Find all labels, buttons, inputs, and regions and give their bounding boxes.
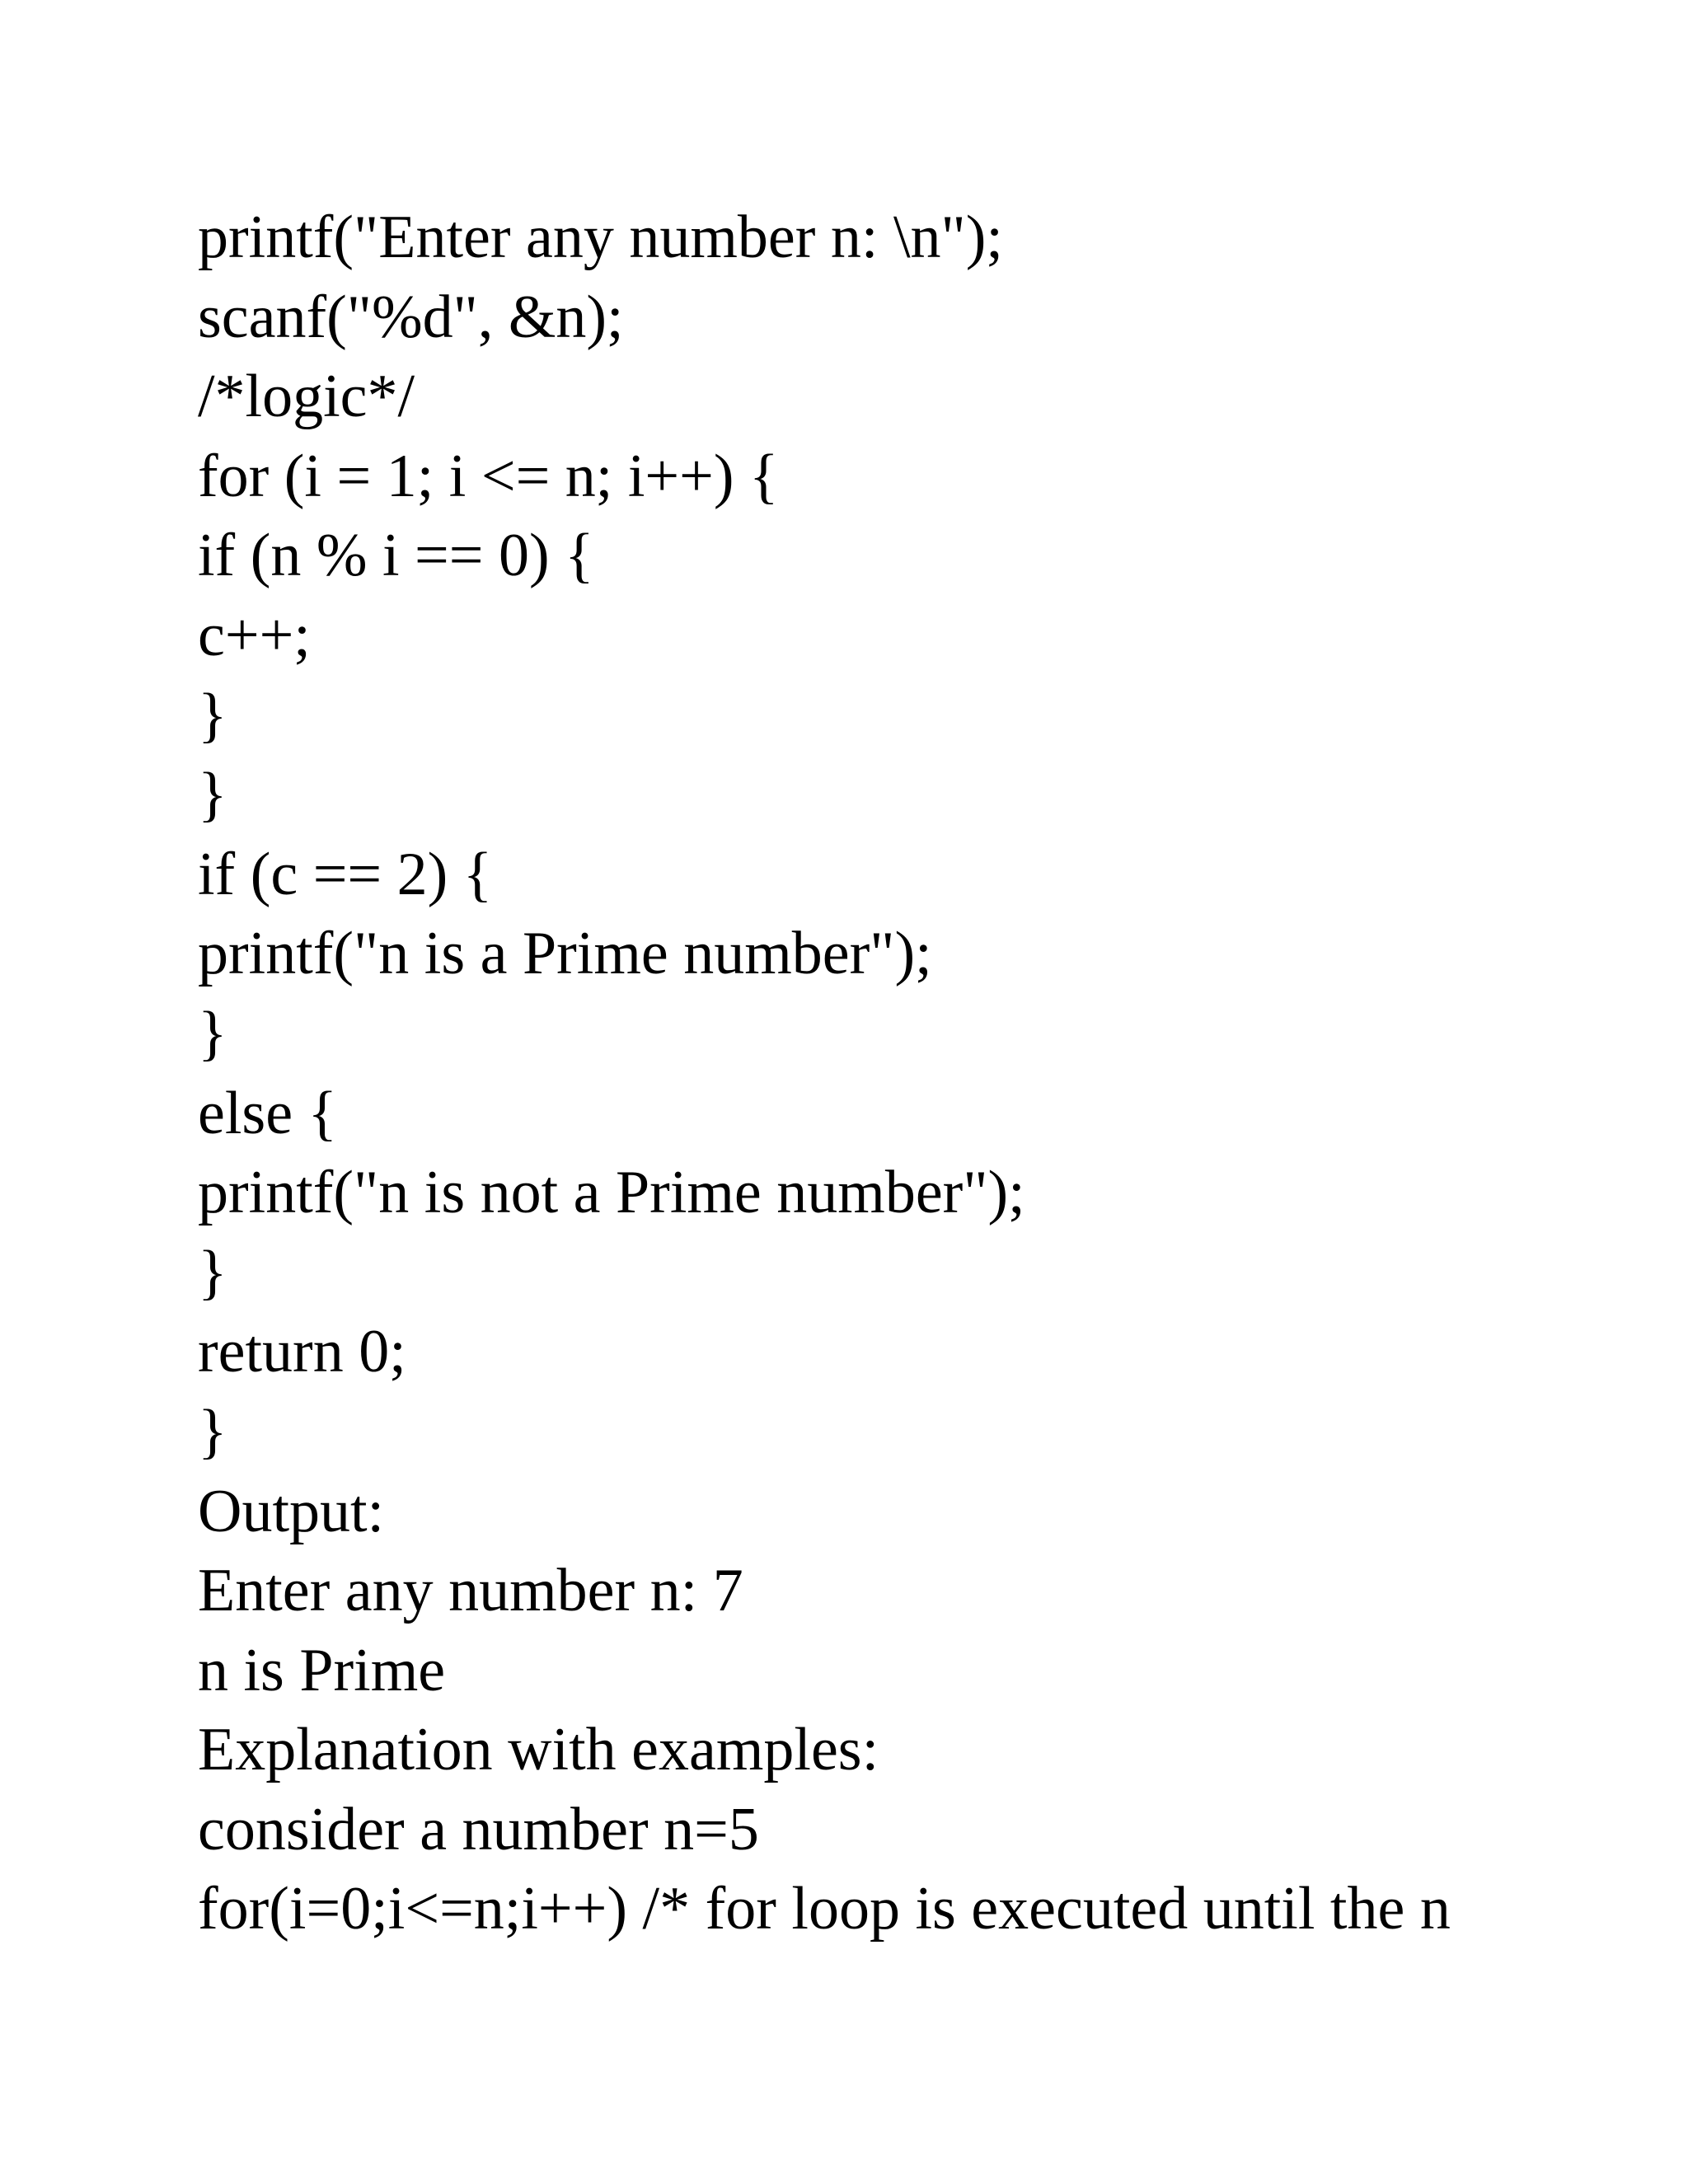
- output-line-result: n is Prime: [198, 1636, 446, 1704]
- code-line-return: return 0;: [198, 1318, 406, 1386]
- code-line-printf-prime: printf("n is a Prime number");: [198, 920, 932, 988]
- code-line-printf-not-prime: printf("n is not a Prime number");: [198, 1159, 1025, 1227]
- explanation-line-loop: for(i=0;i<=n;i++) /* for loop is executed until the n: [198, 1875, 1451, 1943]
- code-line-logic-comment: /*logic*/: [198, 363, 415, 431]
- code-line-if-modulo: if (n % i == 0) {: [198, 522, 594, 590]
- code-line-close-brace: }: [198, 999, 227, 1067]
- explanation-heading: Explanation with examples:: [198, 1716, 879, 1784]
- code-line-close-brace: }: [198, 681, 227, 749]
- code-line-close-brace: }: [198, 761, 227, 829]
- explanation-line-example: consider a number n=5: [198, 1795, 759, 1863]
- code-line-increment: c++;: [198, 601, 311, 669]
- output-heading: Output:: [198, 1477, 385, 1545]
- document-body: [198, 198, 1599, 1949]
- code-line-close-brace: }: [198, 1397, 227, 1465]
- code-line-for-loop: for (i = 1; i <= n; i++) {: [198, 442, 779, 510]
- code-line-if-count: if (c == 2) {: [198, 840, 493, 908]
- code-line-close-brace: }: [198, 1238, 227, 1306]
- code-line-scanf: scanf("%d", &n);: [198, 283, 624, 351]
- output-line-prompt: Enter any number n: 7: [198, 1557, 743, 1625]
- code-line-printf-prompt: printf("Enter any number n: \n");: [198, 204, 1003, 271]
- code-line-else: else {: [198, 1079, 338, 1147]
